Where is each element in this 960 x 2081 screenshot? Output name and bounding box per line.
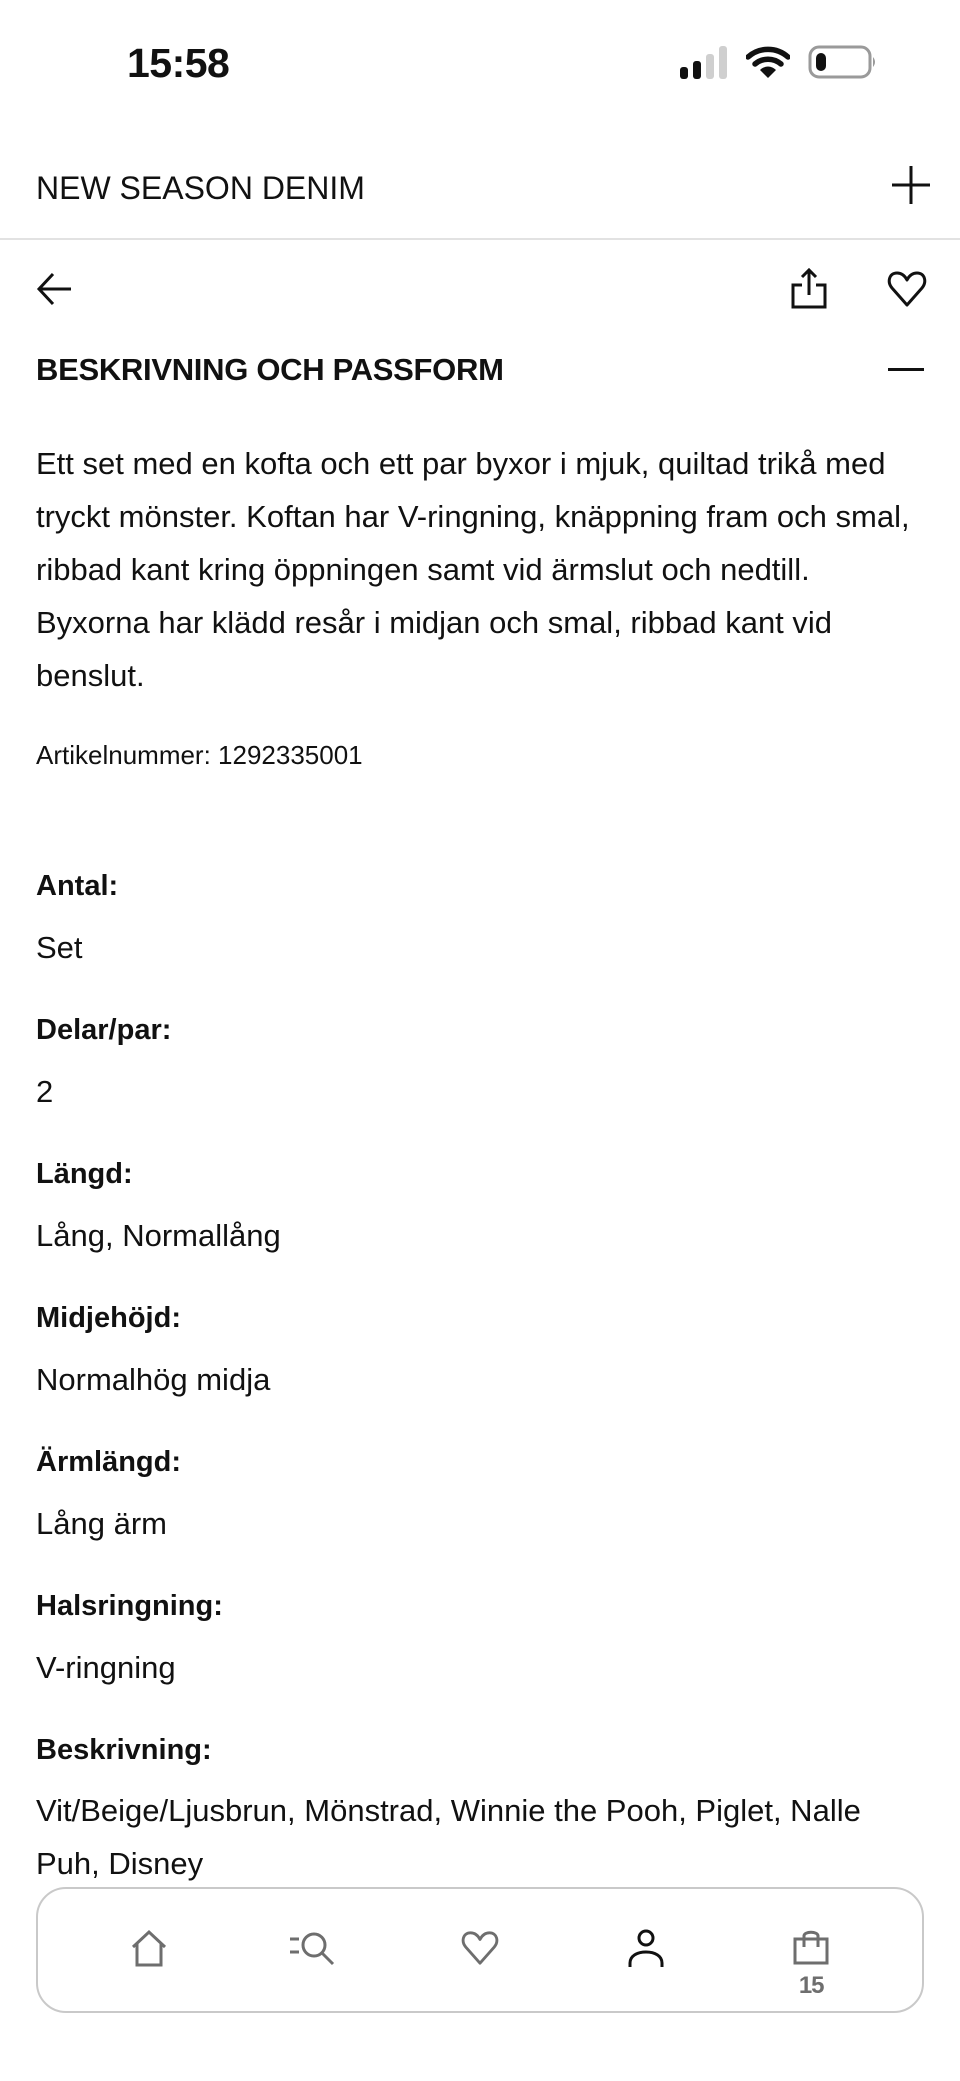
nav-home[interactable]: [109, 1889, 189, 1989]
home-icon: [130, 1929, 168, 1972]
attribute-item: [36, 1010, 926, 1154]
nav-cart[interactable]: [771, 1889, 851, 1999]
attribute-item: [36, 1442, 926, 1586]
product-toolbar: [0, 258, 960, 324]
attribute-label: Beskrivning:: [36, 1734, 212, 1766]
attribute-item: [36, 1586, 926, 1730]
attribute-value: Vit/Beige/Ljusbrun, Mönstrad, Winnie the Pooh, Piglet, Nalle Puh, Disney: [36, 1793, 861, 1881]
product-description: Ett set med en kofta och ett par byxor i mjuk, quiltad trikå med tryckt mönster. Koftan har V-ringning, knäppning fram och smal, ribbad kant kring öppningen samt vid ärmslut och nedtill. Byxorna har klädd resår i midjan och smal, ribbad kant vid benslut.: [36, 446, 910, 693]
nav-search[interactable]: [274, 1889, 354, 1989]
attribute-label: Ärmlängd:: [36, 1446, 181, 1478]
heart-icon: [887, 269, 927, 314]
banner-title: NEW SEASON DENIM: [36, 170, 365, 206]
attribute-item: [36, 1298, 926, 1442]
nav-favorites[interactable]: [440, 1889, 520, 1989]
favorite-button[interactable]: [882, 266, 932, 316]
cart-count-badge: 15: [798, 1972, 824, 1999]
attribute-label: Midjehöjd:: [36, 1302, 181, 1334]
status-bar: [0, 0, 960, 130]
status-time: 15:58: [127, 40, 230, 86]
attribute-item: [36, 1730, 926, 1881]
nav-account[interactable]: [606, 1889, 686, 1989]
article-number: Artikelnummer: 1292335001: [36, 740, 363, 770]
shopping-bag-icon: [792, 1929, 830, 1970]
back-button[interactable]: [30, 266, 80, 316]
arrow-left-icon: [35, 269, 75, 314]
share-icon: [789, 267, 829, 316]
attribute-value: 2: [36, 1074, 54, 1109]
section-title: BESKRIVNING OCH PASSFORM: [36, 352, 504, 387]
attribute-label: Antal:: [36, 870, 119, 902]
attribute-label: Längd:: [36, 1158, 133, 1190]
plus-icon[interactable]: [888, 162, 934, 208]
search-icon: [289, 1929, 339, 1972]
promo-banner[interactable]: [0, 150, 960, 240]
share-button[interactable]: [784, 266, 834, 316]
battery-icon: [808, 45, 878, 84]
attribute-item: [36, 1154, 926, 1298]
attribute-value: Set: [36, 930, 83, 965]
attribute-value: Lång ärm: [36, 1506, 167, 1541]
attribute-value: Lång, Normallång: [36, 1218, 281, 1253]
description-section-header[interactable]: [36, 348, 924, 392]
heart-icon: [461, 1929, 499, 1972]
cellular-signal-icon: [678, 45, 728, 84]
attribute-value: Normalhög midja: [36, 1362, 271, 1397]
attribute-value: V-ringning: [36, 1650, 176, 1685]
attribute-label: Halsringning:: [36, 1590, 223, 1622]
bottom-navigation: [36, 1887, 924, 2013]
attribute-list: [36, 866, 926, 1881]
person-icon: [626, 1929, 666, 1974]
wifi-icon: [746, 45, 790, 84]
status-icons: [678, 46, 878, 82]
minus-icon[interactable]: [888, 368, 924, 371]
attribute-item: [36, 866, 926, 1010]
attribute-label: Delar/par:: [36, 1014, 172, 1046]
